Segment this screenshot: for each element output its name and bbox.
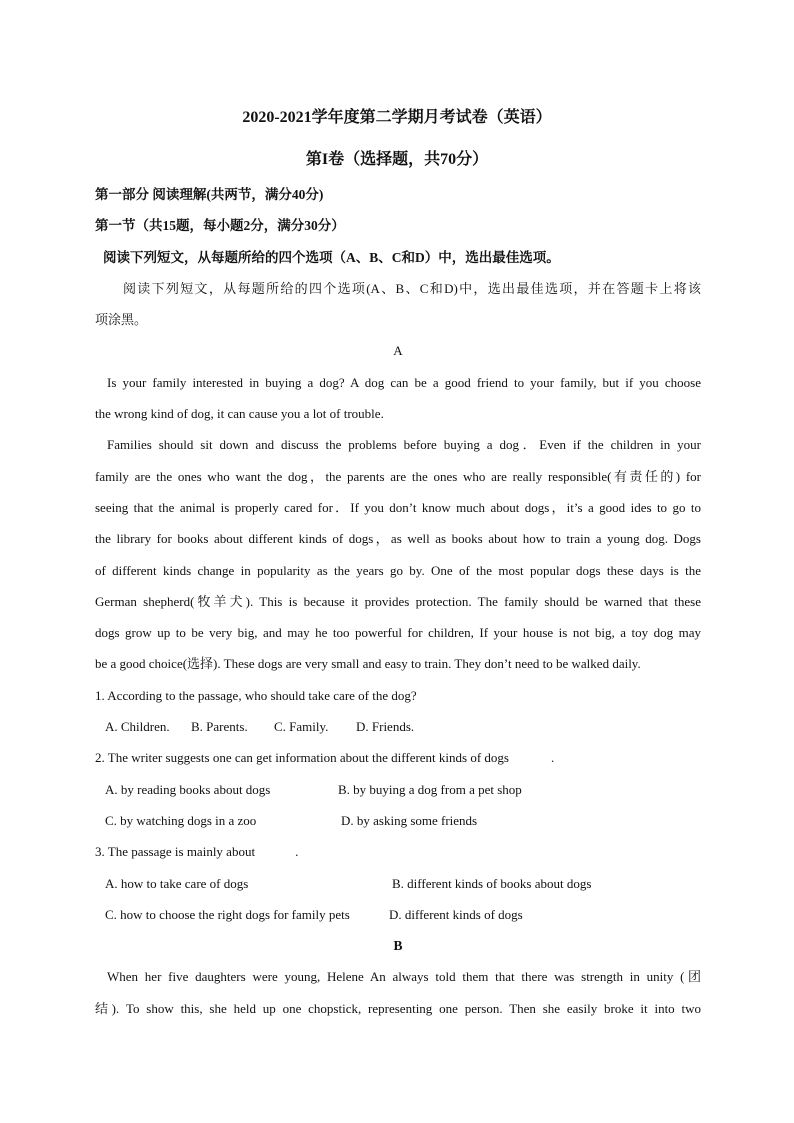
instruction-bold: 阅读下列短文，从每题所给的四个选项（A、B、C和D）中，选出最佳选项。	[103, 249, 560, 265]
question-stem: 3. The passage is mainly about .	[95, 844, 299, 860]
passage-line: When her five daughters were young, Helene An always told them that there was strength in unity (团	[107, 969, 701, 985]
option: C. how to choose the right dogs for family pets	[105, 906, 350, 922]
passage-line: family are the ones who want the dog，the parents are the ones who are really responsible(有责任的) for	[95, 468, 701, 484]
exam-title: 2020-2021学年度第二学期月考试卷（英语）	[242, 109, 552, 126]
passage-b-label: B	[393, 938, 403, 954]
question-stem: 2. The writer suggests one can get information about the different kinds of dogs .	[95, 750, 555, 766]
passage-line: of different kinds change in popularity as the years go by. One of the most popular dogs these days is the	[95, 562, 701, 578]
question-options	[95, 899, 701, 930]
passage-line: 结). To show this, she held up one chopstick, representing one person. Then she easily broke it into two	[95, 1000, 701, 1016]
passage-line: Is your family interested in buying a dog? A dog can be a good friend to your family, but if you choose	[107, 374, 701, 390]
exam-body	[95, 179, 701, 1024]
passage-line: seeing that the animal is properly cared for．If you don’t know much about dogs，it’s a good ides to go to	[95, 499, 701, 515]
section-heading: 第一节（共15题，每小题2分，满分30分）	[95, 218, 345, 234]
question-options	[95, 774, 701, 805]
option: A. by reading books about dogs	[105, 781, 271, 797]
passage-a-label: A	[393, 343, 403, 359]
question-options	[95, 805, 701, 836]
question-options	[95, 711, 701, 742]
passage-line: be a good choice(选择). These dogs are very small and easy to train. They don’t need to be walked daily.	[95, 656, 641, 672]
question-stem: 1. According to the passage, who should take care of the dog?	[95, 687, 417, 703]
option: C. Family.	[274, 719, 329, 735]
option: C. by watching dogs in a zoo	[105, 812, 257, 828]
exam-subtitle: 第I卷（选择题，共70分）	[305, 151, 489, 168]
passage-line: dogs grow up to be very big, and may he too powerful for children, If your house is not big, a toy dog may	[95, 625, 701, 641]
option: A. how to take care of dogs	[105, 875, 249, 891]
option: B. by buying a dog from a pet shop	[338, 781, 522, 797]
question-options	[95, 868, 701, 899]
passage-line: the library for books about different kinds of dogs，as well as books about how to train a young dog. Dogs	[95, 531, 701, 547]
passage-line: the wrong kind of dog, it can cause you a lot of trouble.	[95, 406, 384, 422]
instruction-line: 项涂黑。	[95, 312, 148, 328]
option: D. Friends.	[356, 719, 415, 735]
question-stem-text: 2. The writer suggests one can get information about the different kinds of dogs	[95, 750, 509, 766]
option: A. Children.	[105, 719, 170, 735]
option: D. by asking some friends	[341, 812, 478, 828]
option: B. different kinds of books about dogs	[392, 875, 592, 891]
question-stem-text: 3. The passage is mainly about	[95, 844, 256, 860]
part-heading: 第一部分 阅读理解(共两节，满分40分)	[95, 187, 324, 202]
passage-line: Families should sit down and discuss the problems before buying a dog．Even if the children in your	[107, 437, 701, 453]
option: D. different kinds of dogs	[389, 906, 523, 922]
passage-line: German shepherd(牧羊犬). This is because it provides protection. The family should be warned that these	[95, 593, 701, 609]
instruction-line: 阅读下列短文，从每题所给的四个选项(A、B、C和D)中，选出最佳选项，并在答题卡上将该	[123, 280, 701, 296]
option: B. Parents.	[191, 719, 248, 735]
